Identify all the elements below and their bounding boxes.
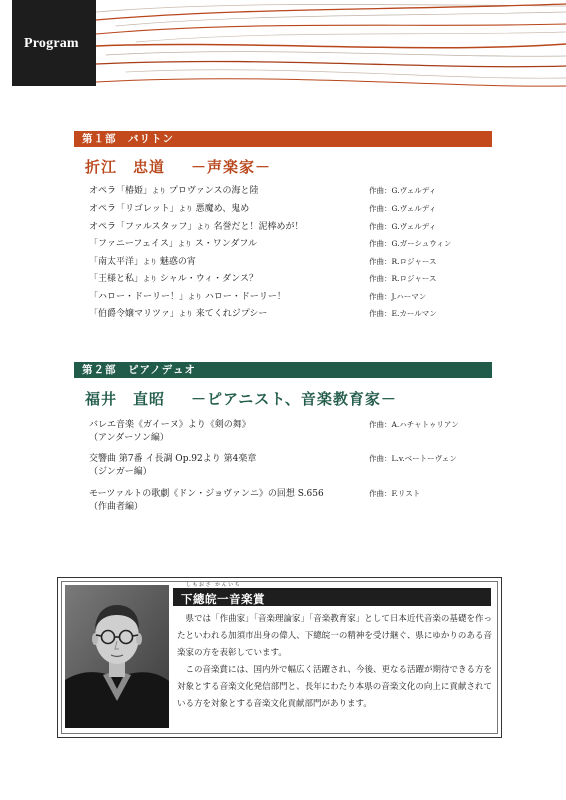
part1-composer: 作曲：G.ヴェルディ	[369, 222, 437, 231]
part1-piece: 「王様と私」より シャル・ウィ・ダンス？	[89, 274, 258, 284]
part1-composer: 作曲：E.カールマン	[369, 309, 437, 318]
part2-performer	[85, 388, 397, 409]
part1-piece: オペラ「椿姫」より プロヴァンスの海と陸	[89, 186, 259, 196]
part1-piece: 「ハロー・ドーリー！」より ハロー・ドーリー！	[89, 292, 286, 302]
part1-piece: 「伯爵令嬢マリツァ」より 来てくれジプシー	[89, 309, 268, 319]
program-tag	[12, 0, 96, 86]
part2-heading: 第２部 ピアノデュオ	[82, 364, 196, 376]
part2-piece-title: 交響曲 第7番 イ長調 Op.92より 第4楽章	[89, 454, 257, 464]
part1-piece: 「南太平洋」より 魅惑の宵	[89, 257, 196, 267]
part1-performer-name: 折江 忠道	[85, 158, 166, 176]
part2-composer: 作曲：F.リスト	[369, 489, 421, 498]
portrait-photo	[65, 585, 169, 728]
part2-piece-title: バレエ音楽《ガイーヌ》より《剣の舞》	[89, 420, 251, 430]
award-paragraph: この音楽賞には、国内外で幅広く活躍され、今後、更なる活躍が期待できる方を対象とする音楽文化発信部門と、長年にわたり本県の音楽文化の向上に貢献されている方を対象とする音楽文化貢献部門があります。	[177, 665, 493, 709]
part2-performer-role: －ピアニスト、音楽教育家－	[191, 390, 397, 408]
part1-performer-role: －声楽家－	[191, 158, 272, 176]
part2-piece-arranger: （作曲者編）	[89, 502, 144, 512]
part1-performer	[85, 156, 271, 177]
part1-composer: 作曲：G.ガーシュウィン	[369, 239, 452, 248]
part1-composer: 作曲：R.ロジャース	[369, 257, 437, 266]
part1-heading: 第１部 バリトン	[82, 133, 174, 145]
part1-heading-bar	[74, 131, 492, 147]
part2-heading-bar	[74, 362, 492, 378]
award-title: 下總皖一音楽賞	[181, 592, 265, 606]
part2-piece-title: モーツァルトの歌劇《ドン・ジョヴァンニ》の回想 S.656	[89, 489, 324, 499]
decorative-waves	[96, 0, 566, 92]
part1-composer: 作曲：G.ヴェルディ	[369, 204, 437, 213]
part2-piece-arranger: （アンダーソン編）	[89, 433, 169, 443]
part1-piece: オペラ「ファルスタッフ」より 名誉だと！泥棒めが！	[89, 222, 304, 232]
part2-composer: 作曲：A.ハチャトゥリアン	[369, 420, 459, 429]
part1-composer: 作曲：G.ヴェルディ	[369, 186, 437, 195]
part1-composer: 作曲：R.ロジャース	[369, 274, 437, 283]
program-label: Program	[24, 36, 79, 51]
part1-composer: 作曲：J.ハーマン	[369, 292, 427, 301]
part2-composer: 作曲：L.v.ベートーヴェン	[369, 454, 457, 463]
award-paragraph: 県では「作曲家」「音楽理論家」「音楽教育家」として日本近代音楽の基礎を作ったといわれる加須市出身の偉人、下總皖一の精神を受け継ぐ、県にゆかりのある音楽家の方を表彰しています。	[177, 614, 492, 658]
part2-piece-arranger: （ジンガー編）	[89, 467, 152, 477]
part2-performer-name: 福井 直昭	[85, 390, 166, 408]
award-title-ruby: しもおさ かんいち	[186, 582, 242, 588]
part1-piece: オペラ「リゴレット」より 悪魔め、鬼め	[89, 204, 250, 214]
part1-piece: 「ファニーフェイス」より ス・ワンダフル	[89, 239, 257, 249]
